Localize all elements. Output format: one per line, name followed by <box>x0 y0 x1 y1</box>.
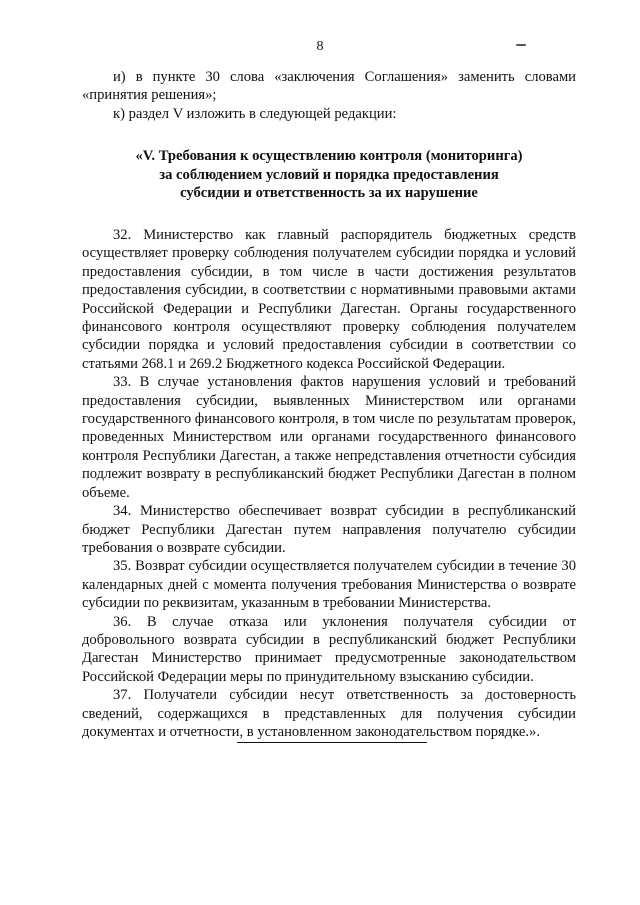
amendment-item-k: к) раздел V изложить в следующей редакции: <box>113 105 397 122</box>
page-number: 8 <box>316 39 324 54</box>
scan-mark <box>516 44 526 46</box>
paragraph-36: 36. В случае отказа или уклонения получателя субсидии от добровольного возврата субсидии в республиканский бюджет Республики Дагестан Министерство принимает предусмотренные законодательством Российской Федерации меры по принудительному взысканию субсидии. <box>82 613 576 685</box>
paragraph-37: 37. Получатели субсидии несут ответственность за достоверность сведений, содержащихся в представленных для получения субсидии документах и отчетности, в установленном законодательством порядке.». <box>82 687 576 740</box>
paragraph-35: 35. Возврат субсидии осуществляется получателем субсидии в течение 30 календарных дней с момента получения требования Министерства о возврате субсидии по реквизитам, указанным в требовании Министерства. <box>82 558 576 612</box>
document-body <box>82 68 576 741</box>
amendment-item-i: и) в пункте 30 слова «заключения Соглашения» заменить словами «принятия решения»; <box>82 69 576 104</box>
paragraph-33: 33. В случае установления фактов нарушения условий и требований предоставления субсидии, выявленных Министерством или органами государственного финансового контроля, в том числе по результатам проверок, проведенных Министерством или органами государственного финансового контроля Республики Дагестан, а также непредставления отчетности субсидия подлежит возврату в республиканский бюджет Республики Дагестан в полном объеме. <box>82 374 576 501</box>
paragraph-34: 34. Министерство обеспечивает возврат субсидии в республиканский бюджет Республики Дагестан путем направления получателю субсидии требования о возврате субсидии. <box>82 503 576 556</box>
section-heading-line: «V. Требования к осуществлению контроля (мониторинга) <box>135 148 523 165</box>
section-heading-line: субсидии и ответственность за их нарушение <box>180 185 478 202</box>
section-heading-line: за соблюдением условий и порядка предоставления <box>159 166 499 183</box>
section-heading <box>82 147 576 203</box>
paragraph-32: 32. Министерство как главный распорядитель бюджетных средств осуществляет проверку соблюдения получателем субсидии порядка и условий предоставления субсидии, в том числе в части достижения результатов предоставления субсидии, в соответствии с нормативными правовыми актами Российской Федерации и Республики Дагестан. Органы государственного финансового контроля осуществляют проверку соблюдения получателем субсидии порядка и условий предоставления субсидии в соответствии со статьями 268.1 и 269.2 Бюджетного кодекса Российской Федерации. <box>82 227 576 372</box>
end-divider-line <box>237 742 427 743</box>
